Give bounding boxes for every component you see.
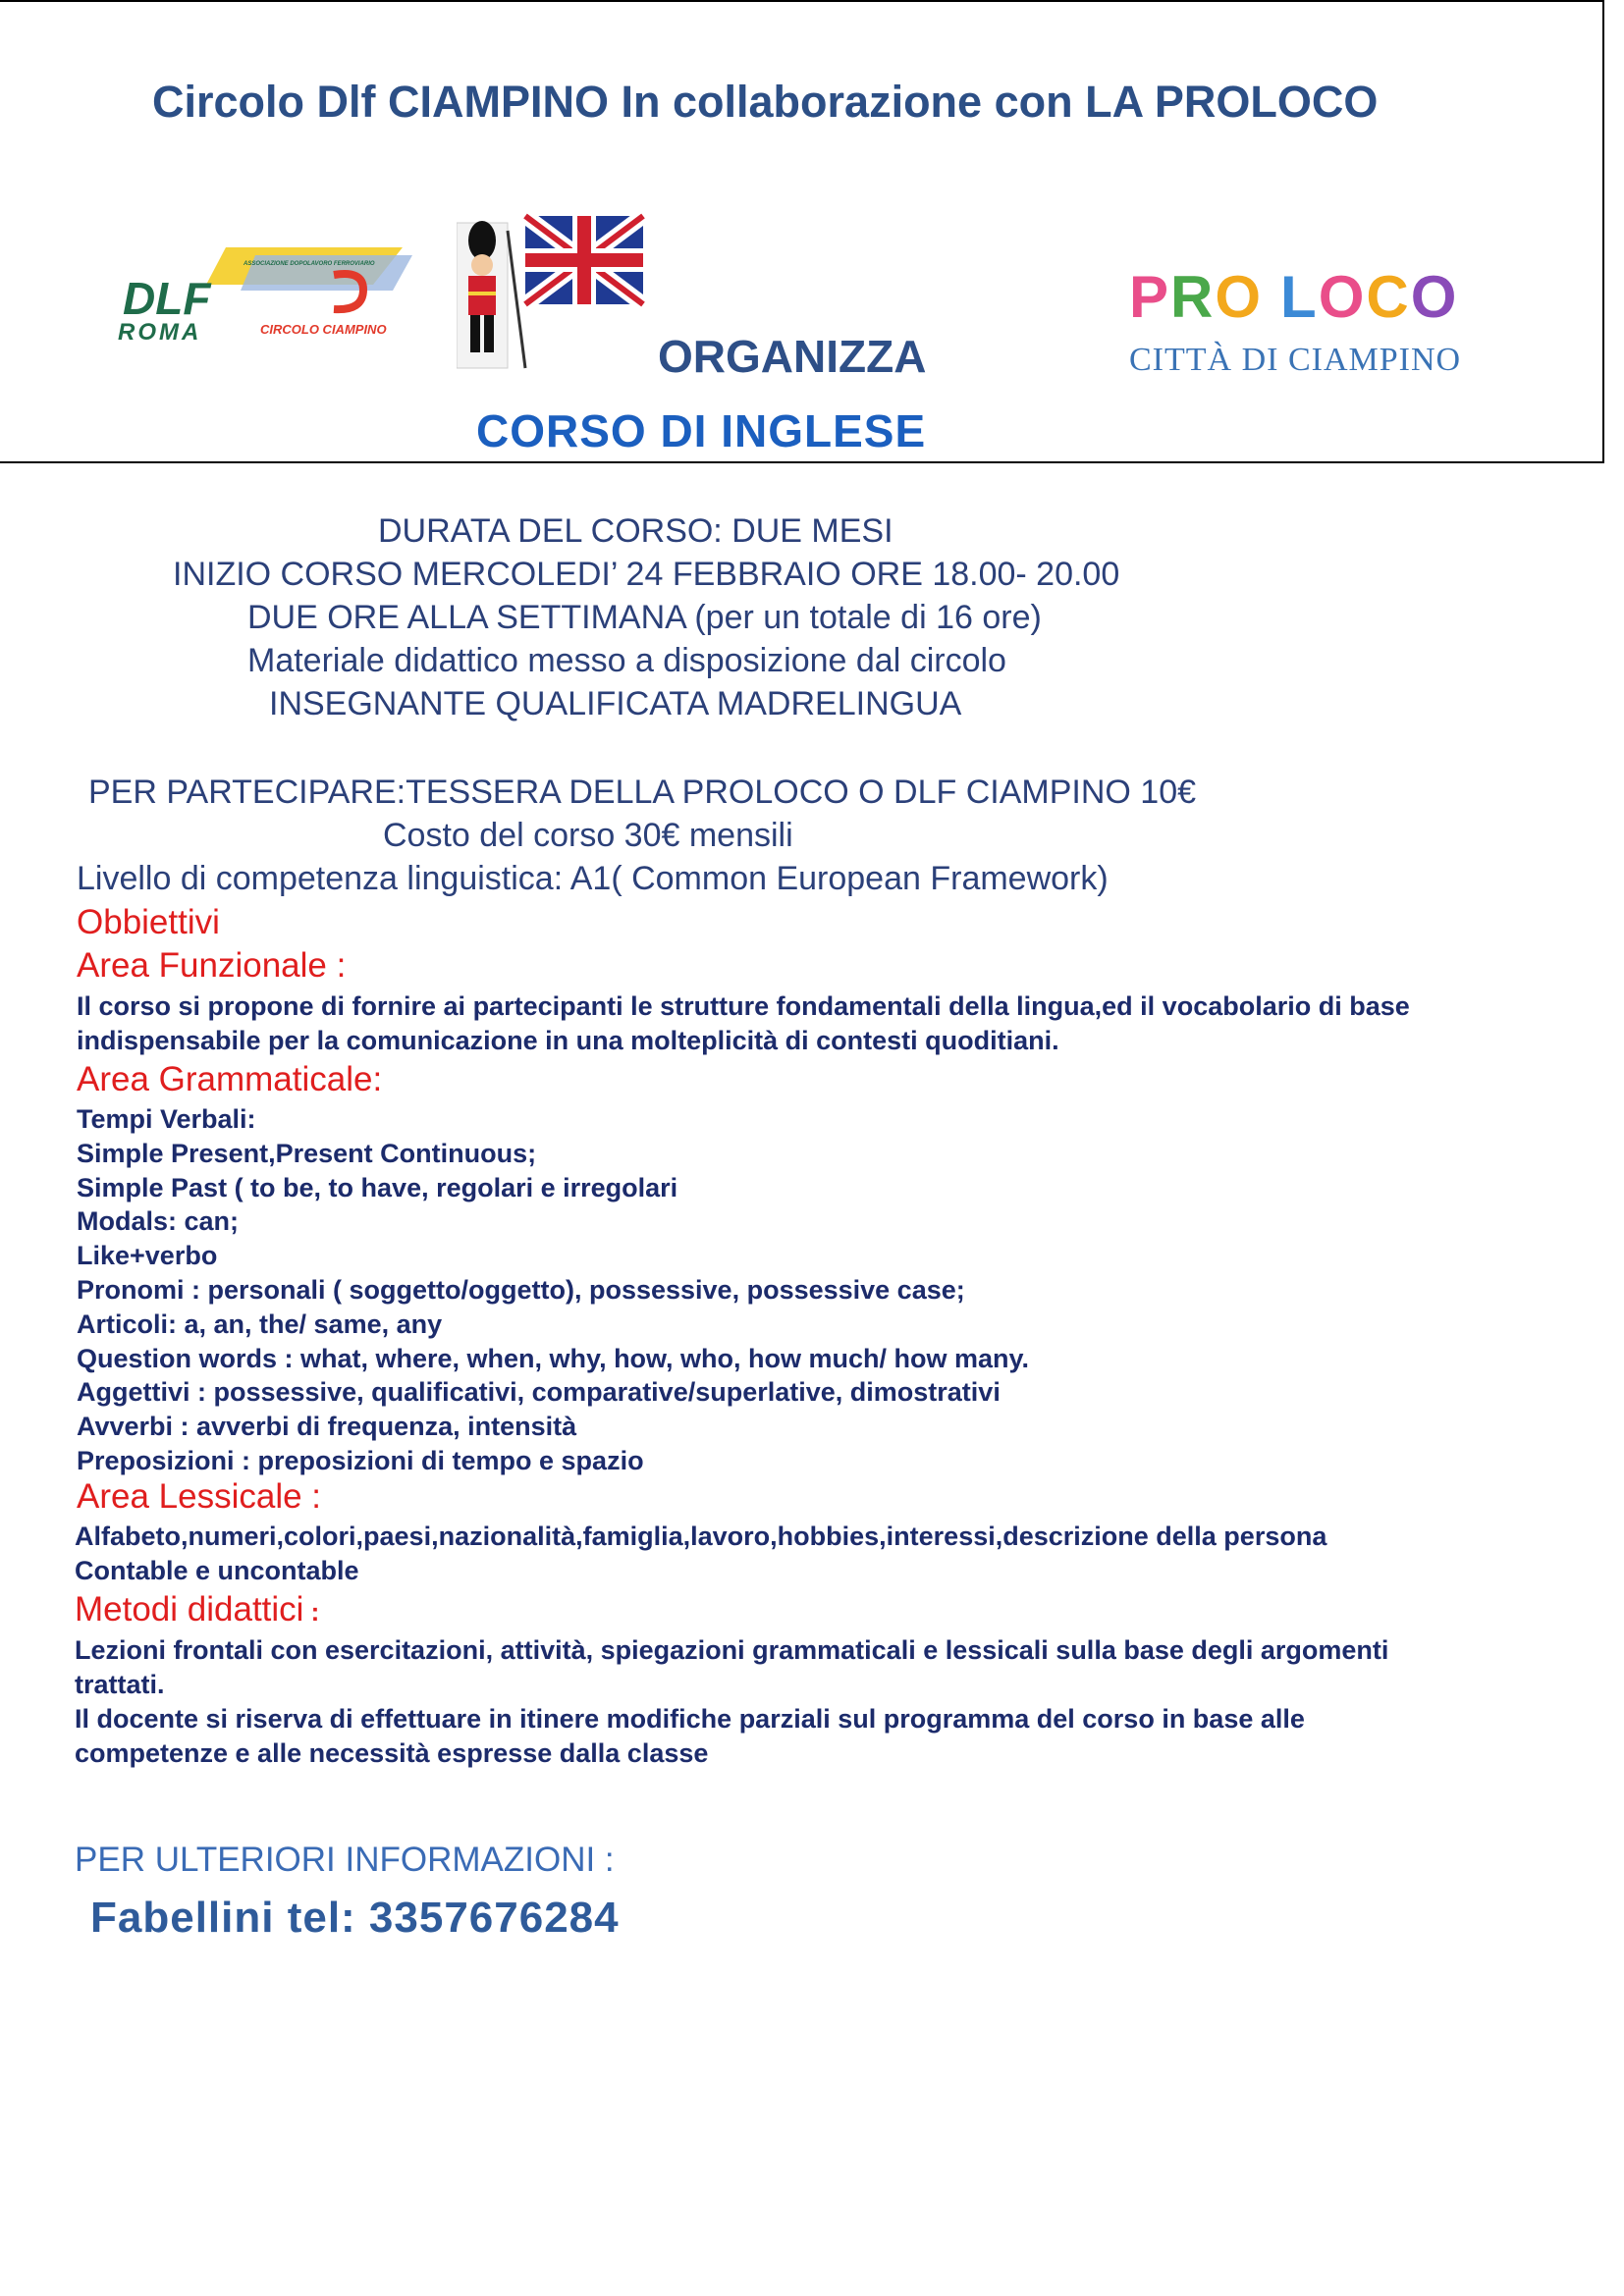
proloco-letter: L	[1280, 264, 1319, 330]
methods-line: Lezioni frontali con esercitazioni, attività, spiegazioni grammaticali e lessicali sulla base degli argomenti	[75, 1635, 1389, 1665]
contact-phone: Fabellini tel: 3357676284	[90, 1894, 620, 1942]
methods-line: Il docente si riserva di effettuare in itinere modifiche parziali sul programma del corso in base alle	[75, 1704, 1305, 1734]
header-box	[0, 0, 1604, 463]
grammar-line: Preposizioni : preposizioni di tempo e spazio	[77, 1446, 644, 1475]
proloco-letter: P	[1129, 264, 1171, 330]
grammar-line: Like+verbo	[77, 1241, 218, 1270]
methods-heading-colon: :	[303, 1597, 320, 1627]
course-title: CORSO DI INGLESE	[476, 405, 927, 456]
methods-line: trattati.	[75, 1670, 165, 1699]
grammar-line: Aggettivi : possessive, qualificativi, comparative/superlative, dimostrativi	[77, 1377, 1001, 1407]
grammar-area-heading: Area Grammaticale:	[77, 1060, 383, 1098]
language-level: Livello di competenza linguistica: A1( Common European Framework)	[77, 860, 1109, 897]
lexical-line: Alfabeto,numeri,colori,paesi,nazionalità,famiglia,lavoro,hobbies,interessi,descrizione della persona	[75, 1522, 1327, 1551]
methods-heading	[75, 1590, 319, 1629]
grammar-line: Articoli: a, an, the/ same, any	[77, 1309, 443, 1339]
functional-area-heading: Area Funzionale :	[77, 946, 347, 985]
grammar-line: Question words : what, where, when, why, how, who, how much/ how many.	[77, 1344, 1030, 1373]
proloco-letter: O	[1215, 264, 1264, 330]
contact-heading: PER ULTERIORI INFORMAZIONI :	[75, 1841, 615, 1879]
proloco-letter: R	[1170, 264, 1216, 330]
methods-line: competenze e alle necessità espresse dalla classe	[75, 1738, 709, 1768]
dlf-roma-logo	[118, 245, 412, 344]
dlf-association-text: ASSOCIAZIONE DOPOLAVORO FERROVIARIO	[244, 261, 375, 267]
proloco-city: CITTÀ DI CIAMPINO	[1129, 342, 1462, 378]
grammar-line: Simple Present,Present Continuous;	[77, 1139, 537, 1168]
functional-line: indispensabile per la comunicazione in una molteplicità di contesti quoditiani.	[77, 1026, 1059, 1055]
grammar-line: Tempi Verbali:	[77, 1104, 256, 1134]
lexical-area-heading: Area Lessicale :	[77, 1477, 322, 1516]
info-line-material: Materiale didattico messo a disposizione dal circolo	[247, 642, 1006, 679]
guard-union-jack-illustration	[457, 211, 653, 378]
participation-requirement: PER PARTECIPARE:TESSERA DELLA PROLOCO O DLF CIAMPINO 10€	[88, 774, 1197, 811]
circolo-ciampino-text: CIRCOLO CIAMPINO	[260, 322, 387, 337]
objectives-heading: Obbiettivi	[77, 903, 220, 941]
lexical-line: Contable e uncontable	[75, 1556, 359, 1585]
proloco-letter: O	[1318, 264, 1367, 330]
methods-heading-text: Metodi didattici	[75, 1590, 304, 1629]
functional-line: Il corso si propone di fornire ai partecipanti le strutture fondamentali della lingua,ed il vocabolario di base	[77, 991, 1410, 1021]
grammar-line: Avverbi : avverbi di frequenza, intensità	[77, 1412, 577, 1441]
proloco-logo-word	[1129, 263, 1458, 331]
organizza-heading: ORGANIZZA	[658, 331, 927, 382]
grammar-line: Pronomi : personali ( soggetto/oggetto), possessive, possessive case;	[77, 1275, 965, 1305]
roma-text: ROMA	[118, 319, 202, 344]
proloco-letter: O	[1410, 264, 1459, 330]
header-title: Circolo Dlf CIAMPINO In collaborazione con LA PROLOCO	[152, 77, 1379, 127]
grammar-line: Modals: can;	[77, 1206, 240, 1236]
proloco-letter: C	[1366, 264, 1411, 330]
info-line-start: INIZIO CORSO MERCOLEDI’ 24 FEBBRAIO ORE 18.00- 20.00	[173, 556, 1120, 593]
info-line-teacher: INSEGNANTE QUALIFICATA MADRELINGUA	[269, 685, 962, 722]
dlf-text: DLF	[123, 273, 211, 324]
info-line-duration: DURATA DEL CORSO: DUE MESI	[378, 512, 893, 550]
union-jack-flag-icon	[525, 216, 643, 304]
info-line-hours: DUE ORE ALLA SETTIMANA (per un totale di 16 ore)	[247, 599, 1042, 636]
course-cost: Costo del corso 30€ mensili	[383, 817, 793, 854]
grammar-line: Simple Past ( to be, to have, regolari e irregolari	[77, 1173, 678, 1202]
